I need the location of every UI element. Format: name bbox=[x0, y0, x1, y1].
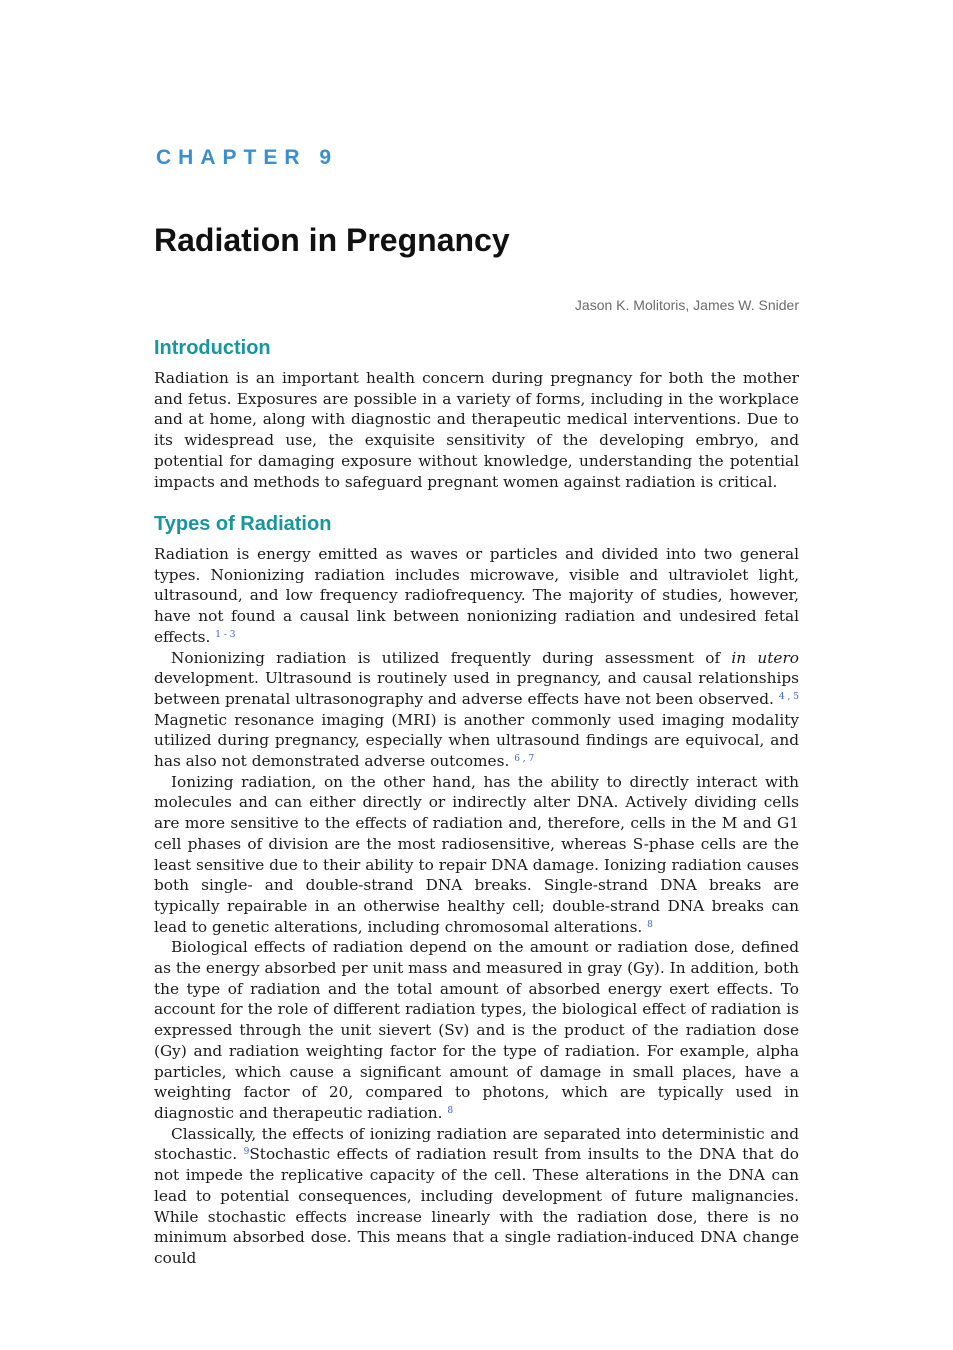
paragraph bbox=[154, 1124, 799, 1269]
paragraph-text: Magnetic resonance imaging (MRI) is another commonly used imaging modality utilized during pregnancy, especially when ultrasound findings are equivocal, and has also not demonstrated adverse outcomes. bbox=[154, 710, 799, 771]
section-heading-types-of-radiation: Types of Radiation bbox=[154, 513, 332, 535]
chapter-title: Radiation in Pregnancy bbox=[154, 222, 510, 258]
citation-link[interactable]: 8 bbox=[447, 1105, 454, 1116]
paragraph-text: Radiation is energy emitted as waves or particles and divided into two general types. Nonionizing radiation includes microwave, visible and ultraviolet light, ultrasound, and low frequency radiofrequency. The majority of studies, however, have not found a causal link between nonionizing radiation and undesired fetal effects. bbox=[154, 545, 799, 646]
paragraph: Radiation is an important health concern during pregnancy for both the mother and fetus. Exposures are possible in a variety of forms, including in the workplace and at home, along with diagnostic and therapeutic medical interventions. Due to its widespread use, the exquisite sensitivity of the developing embryo, and potential for damaging exposure without knowledge, understanding the potential impacts and methods to safeguard pregnant women against radiation is critical. bbox=[154, 369, 799, 491]
citation-link[interactable]: 1 - 3 bbox=[215, 629, 236, 640]
citation-link[interactable]: 9 bbox=[243, 1147, 250, 1158]
citation-link[interactable]: 4 , 5 bbox=[778, 691, 799, 702]
paragraph-text: development. Ultrasound is routinely used in pregnancy, and causal relationships between prenatal ultrasonography and adverse effects have not been observed. bbox=[154, 669, 799, 708]
chapter-label: CHAPTER 9 bbox=[156, 146, 339, 169]
paragraph-text: Ionizing radiation, on the other hand, has the ability to directly interact with molecules and can either directly or indirectly alter DNA. Actively dividing cells are more sensitive to the effects of radiation and, therefore, cells in the M and G1 cell phases of division are the most radiosensitive, whereas S-phase cells are the least sensitive due to their ability to repair DNA damage. Ionizing radiation causes both single- and double-strand DNA breaks. Single-strand DNA breaks are typically repairable in an otherwise healthy cell; double-strand DNA breaks can lead to genetic alterations, including chromosomal alterations. bbox=[154, 772, 799, 936]
paragraph bbox=[154, 772, 799, 938]
italic-term: in utero bbox=[731, 648, 799, 667]
paragraph-text: Nonionizing radiation is utilized frequently during assessment of bbox=[171, 648, 721, 667]
paragraph bbox=[154, 648, 799, 772]
citation-link[interactable]: 8 bbox=[647, 919, 653, 930]
paragraph-text: Stochastic effects of radiation result from insults to the DNA that do not impede the replicative capacity of the cell. These alterations in the DNA can lead to potential consequences, including development of future malignancies. While stochastic effects increase linearly with the radiation dose, there is no minimum absorbed dose. This means that a single radiation-induced DNA change could bbox=[154, 1145, 799, 1267]
paragraph-text: Classically, the effects of ionizing radiation are separated into deterministic and stochastic. bbox=[154, 1124, 799, 1164]
types-of-radiation-body bbox=[154, 544, 799, 1269]
introduction-body bbox=[154, 368, 799, 492]
citation-link[interactable]: 6 , 7 bbox=[514, 754, 535, 765]
paragraph bbox=[154, 544, 799, 648]
paragraph-text: Biological effects of radiation depend on the amount or radiation dose, defined as the energy absorbed per unit mass and measured in gray (Gy). In addition, both the type of radiation and the total amount of absorbed energy exert effects. To account for the role of different radiation types, the biological effect of radiation is expressed through the unit sievert (Sv) and is the product of the radiation dose (Gy) and radiation weighting factor for the type of radiation. For example, alpha particles, which cause a significant amount of damage in small places, have a weighting factor of 20, compared to photons, which are typically used in diagnostic and therapeutic radiation. bbox=[154, 938, 799, 1122]
section-heading-introduction: Introduction bbox=[154, 337, 271, 359]
authors-line: Jason K. Molitoris, James W. Snider bbox=[574, 297, 799, 313]
paragraph bbox=[154, 937, 799, 1123]
